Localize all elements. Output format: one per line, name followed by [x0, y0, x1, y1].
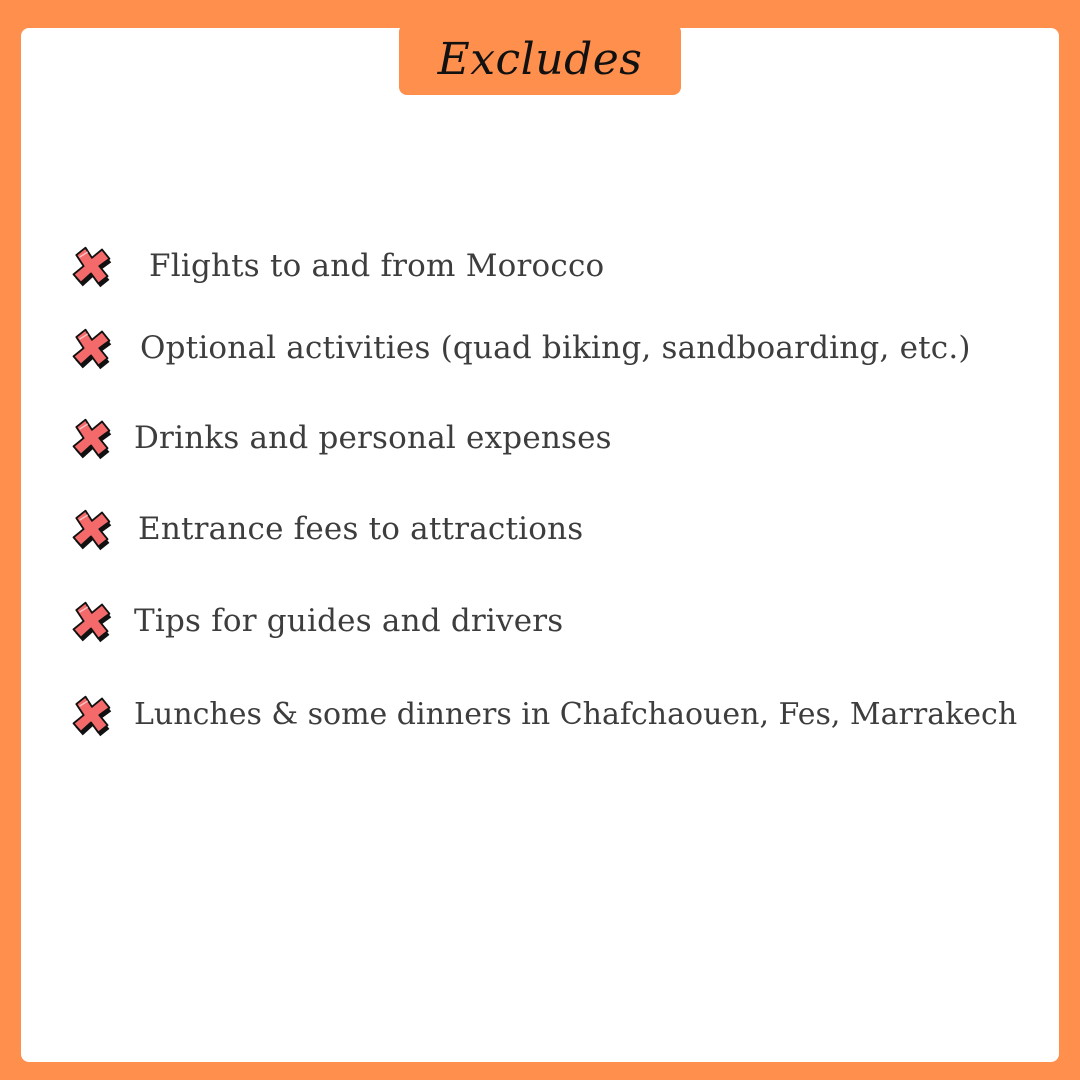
cross-icon [66, 599, 116, 645]
list-item [0, 236, 1080, 296]
cross-icon [66, 326, 116, 372]
item-label: Tips for guides and drivers [134, 603, 564, 639]
item-label: Optional activities (quad biking, sandboarding, etc.) [140, 330, 971, 366]
item-label: Entrance fees to attractions [138, 511, 584, 547]
page-title: Excludes [437, 34, 643, 85]
cross-icon [66, 244, 116, 290]
header-tab [399, 24, 681, 95]
item-label: Drinks and personal expenses [134, 420, 612, 456]
item-label: Lunches & some dinners in Chafchaouen, Fes, Marrakech [134, 697, 1018, 732]
list-item [0, 685, 1080, 745]
item-label: Flights to and from Morocco [149, 248, 605, 284]
list-item [0, 408, 1080, 468]
list-item [0, 318, 1080, 378]
cross-icon [66, 507, 116, 553]
cross-icon [66, 416, 116, 462]
cross-icon [66, 693, 116, 739]
list-item [0, 591, 1080, 651]
list-item [0, 499, 1080, 559]
